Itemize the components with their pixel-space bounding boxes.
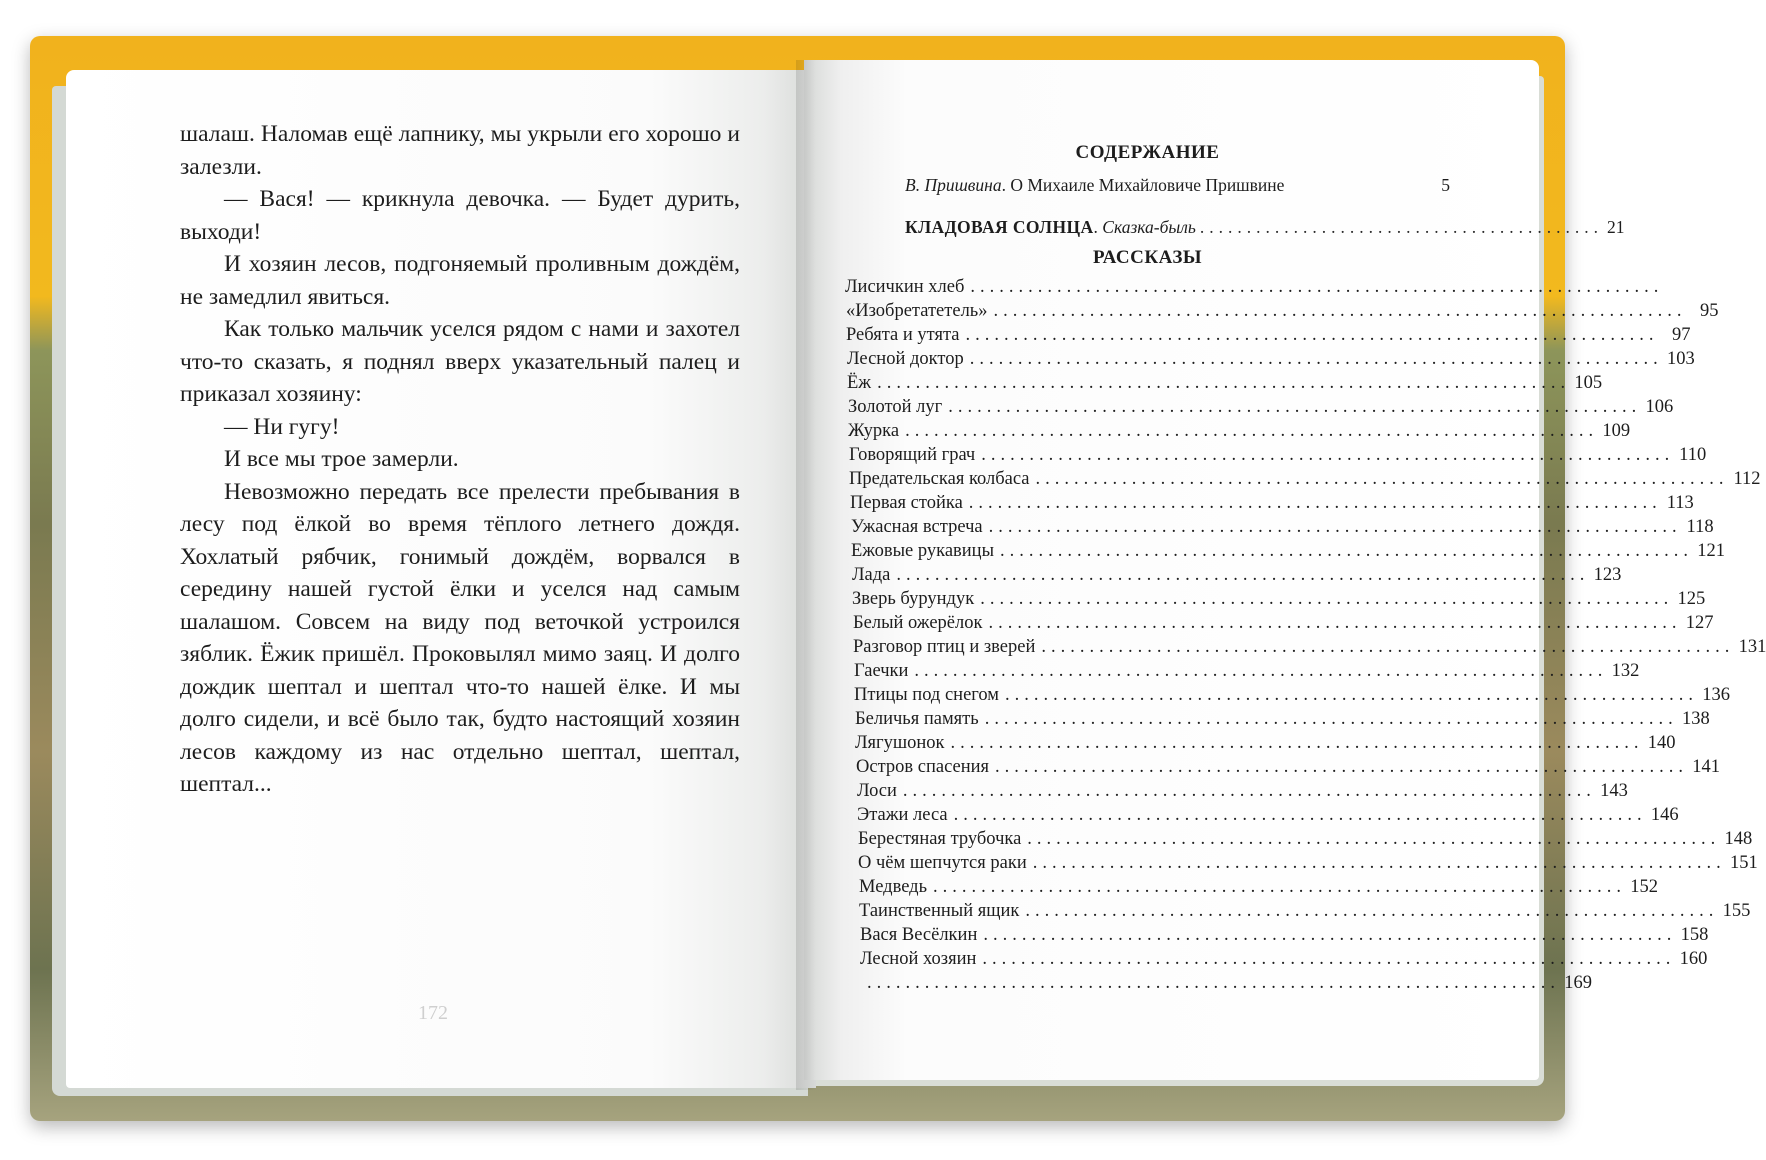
leader-dots: ........................................................................: [988, 613, 1682, 633]
toc-item: [845, 779, 1628, 803]
toc-item-page: 109: [1602, 421, 1631, 441]
leader-dots: ........................................................................: [1041, 637, 1735, 657]
toc-item-title: Белый ожерёлок: [853, 613, 983, 633]
toc-item: [845, 611, 1714, 635]
toc-item-page: 141: [1692, 757, 1721, 777]
toc-item: [845, 899, 1751, 923]
leader-dots: ........................................................................: [965, 325, 1659, 345]
toc-item: [845, 827, 1753, 851]
toc-item: [845, 923, 1709, 947]
toc-item-page: [1665, 275, 1695, 299]
leader-dots: ........................................................................: [982, 949, 1676, 969]
leader-dots: ........................................................................: [984, 709, 1678, 729]
leader-dots: ........................................................................: [980, 589, 1674, 609]
paragraph-1: шалаш. Наломав ещё лапнику, мы укрыли его хорошо и залезли.: [180, 121, 740, 180]
toc-item: [845, 299, 1719, 323]
paragraph-4: Как только мальчик уселся рядом с нами и захотел что-то сказать, я поднял вверх указательный палец и приказал хозяину:: [180, 316, 740, 407]
toc-item-title: Вася Весёлкин: [860, 925, 978, 945]
toc-item-title: Лада: [852, 565, 891, 585]
paragraph-5: — Ни гугу!: [224, 413, 340, 440]
stories-list: [845, 275, 1766, 995]
intro-author: В. Пришвина: [905, 175, 1002, 195]
toc-item-title: Первая стойка: [850, 493, 963, 513]
page-number-show-through: 172: [418, 1002, 448, 1024]
leader-dots: ........................................................................: [1005, 685, 1699, 705]
toc-item: [845, 731, 1676, 755]
toc-item-title: Таинственный ящик: [859, 901, 1020, 921]
toc-item: [845, 851, 1758, 875]
toc-item-title: Говорящий грач: [849, 445, 976, 465]
toc-item-title: Птицы под снегом: [854, 685, 1000, 705]
toc-item-title: О чём шепчутся раки: [858, 853, 1027, 873]
toc-item: [845, 755, 1721, 779]
toc-item-title: Ежовые рукавицы: [851, 541, 995, 561]
toc-main-entry: КЛАДОВАЯ СОЛНЦА. Сказка-быль ........................................... 21: [905, 217, 1625, 237]
leader-dots: ........................................................................: [988, 517, 1682, 537]
toc-item: [845, 971, 1592, 995]
left-page-text: [180, 118, 740, 801]
toc-item-page: 138: [1681, 709, 1710, 729]
leader-dots: ........................................................................: [877, 373, 1571, 393]
leader-dots: ........................................................................: [1025, 901, 1719, 921]
leader-dots: ........................................................................: [1027, 829, 1721, 849]
paragraph-6: И все мы трое замерли.: [224, 446, 459, 472]
toc-heading: СОДЕРЖАНИЕ: [1075, 142, 1220, 163]
toc-item-title: Лягушонок: [855, 733, 945, 753]
toc-item: [845, 683, 1731, 707]
toc-item: [845, 443, 1707, 467]
toc-item-title: Лесной доктор: [847, 349, 964, 369]
leader-dots: ........................................................................: [1035, 469, 1729, 489]
leader-dots: ........................................................................: [995, 757, 1689, 777]
leader-dots: ........................................................................: [902, 781, 1596, 801]
toc-item-title: Зверь бурундук: [852, 589, 975, 609]
toc-item: [845, 803, 1679, 827]
intro-page: 5: [1441, 175, 1450, 195]
toc-item-page: 131: [1738, 637, 1766, 657]
toc-item: [845, 275, 1664, 299]
toc-item: [845, 659, 1640, 683]
leader-dots: ........................................................................: [867, 973, 1560, 993]
toc-item-page: 121: [1697, 541, 1726, 561]
paragraph-7: Невозможно передать все прелести пребывания в лесу под ёлкой во время тёплого летнего дождя. Хохлатый рябчик, гонимый дождём, ворвался в середину нашей густой ёлки и уселся над самым шалашом. Совсем на виду под веточкой устроился зяблик. Ёжик пришёл. Проковылял мимо заяц. И долго дождик шептал и шептал что-то нашей ёлке. И мы долго сидели, и всё было так, будто настоящий хозяин лесов каждому из нас отдельно шептал, шептал, шептал...: [180, 478, 740, 797]
toc-item: [845, 515, 1714, 539]
leader-dots: ........................................................................: [914, 661, 1608, 681]
toc-item-title: Лисичкин хлеб: [845, 277, 965, 297]
toc-item: [845, 563, 1622, 587]
toc-item: [845, 947, 1708, 971]
toc-item: [845, 635, 1766, 659]
toc-item-title: Лоси: [857, 781, 897, 801]
leader-dots: ........................................................................: [933, 877, 1627, 897]
toc-item-title: Беличья память: [855, 709, 979, 729]
toc-item-page: 113: [1666, 493, 1694, 513]
leader-dots: ........................................................................: [950, 733, 1644, 753]
toc-item-title: Остров спасения: [856, 757, 990, 777]
toc-item-page: 152: [1630, 877, 1659, 897]
section-heading: РАССКАЗЫ: [1092, 247, 1203, 268]
leader-dots: ........................................................................: [983, 925, 1677, 945]
toc-item-page: 140: [1647, 733, 1676, 753]
toc-item-title: Лесной хозяин: [860, 949, 977, 969]
toc-item-title: Медведь: [859, 877, 928, 897]
book-spine-shadow: [796, 60, 816, 1090]
toc-item-title: Ёж: [847, 373, 872, 393]
toc-item-page: 146: [1650, 805, 1679, 825]
leader-dots: ...........................................: [1199, 217, 1603, 237]
leader-dots: ........................................................................: [993, 301, 1687, 321]
toc-item-page: 97: [1672, 325, 1691, 345]
toc-item-page: 132: [1611, 661, 1640, 681]
leader-dots: ........................................................................: [905, 421, 1599, 441]
toc-item-page: 127: [1685, 613, 1714, 633]
toc-item-title: Предательская колбаса: [849, 469, 1030, 489]
toc-item-page: 136: [1702, 685, 1731, 705]
toc-item: [845, 347, 1695, 371]
leader-dots: ........................................................................: [1000, 541, 1694, 561]
toc-item-page: 158: [1680, 925, 1709, 945]
toc-item-page: 103: [1666, 349, 1695, 369]
toc-item-page: 160: [1679, 949, 1708, 969]
toc-item-page: 169: [1564, 973, 1592, 993]
leader-dots: ........................................................................: [981, 445, 1675, 465]
paragraph-3: И хозяин лесов, подгоняемый проливным дождём, не замедлил явиться.: [180, 251, 740, 310]
toc-item-page: 95: [1700, 301, 1719, 321]
toc-item: [845, 587, 1706, 611]
toc-item: [845, 323, 1691, 347]
toc-item: [845, 371, 1603, 395]
toc-item-page: 155: [1722, 901, 1751, 921]
leader-dots: ........................................................................: [948, 397, 1642, 417]
toc-item-page: 125: [1677, 589, 1706, 609]
toc-item-page: 106: [1645, 397, 1674, 417]
toc-item-title: Ребята и утята: [846, 325, 960, 345]
toc-item-page: 118: [1686, 517, 1714, 537]
toc-item-title: Берестяная трубочка: [858, 829, 1022, 849]
toc-item-title: Этажи леса: [857, 805, 948, 825]
toc-item-title: Золотой луг: [848, 397, 943, 417]
toc-item-page: 110: [1679, 445, 1707, 465]
leader-dots: ........................................................................: [969, 349, 1663, 369]
leader-dots: ........................................................................: [968, 493, 1662, 513]
leader-dots: ........................................................................: [953, 805, 1647, 825]
toc-item-title: Разговор птиц и зверей: [853, 637, 1036, 657]
toc-item-page: 148: [1724, 829, 1753, 849]
toc-item-page: 105: [1574, 373, 1603, 393]
toc-item-page: 123: [1593, 565, 1622, 585]
leader-dots: ........................................................................: [1032, 853, 1726, 873]
toc-item: [845, 707, 1710, 731]
main-subtitle: Сказка-быль: [1102, 217, 1196, 237]
table-of-contents: [845, 142, 1766, 995]
toc-item-page: 151: [1730, 853, 1758, 873]
toc-item-title: Ужасная встреча: [851, 517, 983, 537]
leader-dots: ........................................................................: [970, 277, 1664, 297]
toc-item: [845, 419, 1631, 443]
main-title: КЛАДОВАЯ СОЛНЦА: [905, 217, 1094, 237]
toc-item: [845, 467, 1761, 491]
toc-item-title: «Изобретатетель»: [846, 301, 988, 321]
paragraph-2: — Вася! — крикнула девочка. — Будет дурить, выходи!: [180, 186, 740, 245]
toc-item: [845, 491, 1694, 515]
main-page: 21: [1606, 217, 1625, 237]
toc-item: [845, 395, 1674, 419]
toc-item-title: Журка: [848, 421, 900, 441]
toc-item-title: Гаечки: [854, 661, 909, 681]
toc-intro-entry: [845, 173, 1450, 197]
toc-item: [845, 539, 1726, 563]
leader-dots: ........................................................................: [896, 565, 1590, 585]
toc-item-page: 112: [1733, 469, 1761, 489]
intro-title: . О Михаиле Михайловиче Пришвине: [1001, 175, 1285, 195]
toc-item: [845, 875, 1659, 899]
toc-item-page: 143: [1600, 781, 1628, 801]
